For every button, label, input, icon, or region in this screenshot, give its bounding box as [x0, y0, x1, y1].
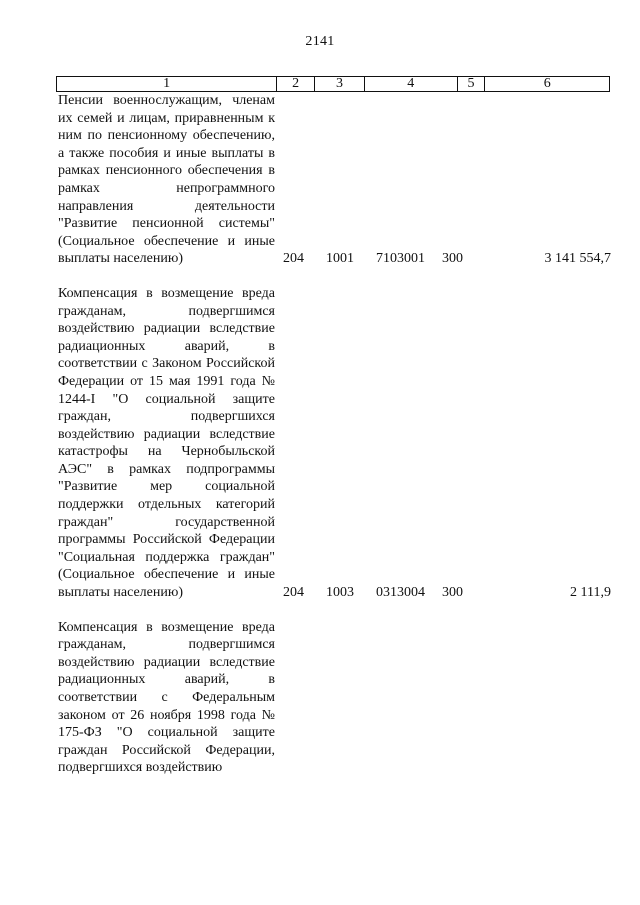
section-code: 1003 — [326, 584, 354, 600]
target-article-code: 7103001 — [376, 250, 425, 266]
expense-type-code: 300 — [442, 584, 463, 600]
row-description: Компенсация в возмещение вреда гражданам, подвергшимся воздействию радиации вследствие радиационных аварий, в соответствии с Законом Российской Федерации от 15 мая 1991 года № 1244-I "О социальной защите граждан, подвергшихся воздействию радиации вследствие катастрофы на Чернобыльской АЭС" в рамках подпрограммы "Развитие мер социальной поддержки отдельных категорий граждан" государственной программы Российской Федерации "Социальная поддержка граждан" (Социальное обеспечение и иные выплаты населению) — [58, 285, 275, 601]
section-code: 1001 — [326, 250, 354, 266]
ved-code: 204 — [283, 584, 304, 600]
column-header-1: 1 — [57, 77, 277, 91]
table-row — [58, 285, 618, 602]
ved-code: 204 — [283, 250, 304, 266]
row-values — [58, 584, 618, 602]
column-header-2: 2 — [277, 77, 315, 91]
table-row — [58, 92, 618, 268]
amount: 2 111,9 — [570, 584, 611, 600]
page-number: 2141 — [305, 34, 335, 49]
column-header-6: 6 — [543, 76, 551, 91]
target-article-code: 0313004 — [376, 584, 425, 600]
expense-type-code: 300 — [442, 250, 463, 266]
table-row — [58, 619, 618, 777]
budget-table-body — [58, 92, 618, 794]
column-header-row — [56, 76, 610, 92]
row-values — [58, 250, 618, 268]
column-header-4: 4 — [365, 77, 458, 91]
row-description: Пенсии военнослужащим, членам их семей и лицам, приравненным к ним по пенсионному обеспечению, а также пособия и иные выплаты в рамках пенсионного обеспечения в рамках непрограммного направления деятельности "Развитие пенсионной системы" (Социальное обеспечение и иные выплаты населению) — [58, 93, 275, 267]
column-header-3: 3 — [315, 77, 365, 91]
column-header-5: 5 — [458, 77, 486, 91]
amount: 3 141 554,7 — [544, 250, 611, 266]
row-description: Компенсация в возмещение вреда гражданам, подвергшимся воздействию радиации вследствие радиационных аварий, в соответствии с Федеральным законом от 26 ноября 1998 года № 175-ФЗ "О социальной защите граждан Российской Федерации, подвергшихся воздействию — [58, 619, 275, 776]
